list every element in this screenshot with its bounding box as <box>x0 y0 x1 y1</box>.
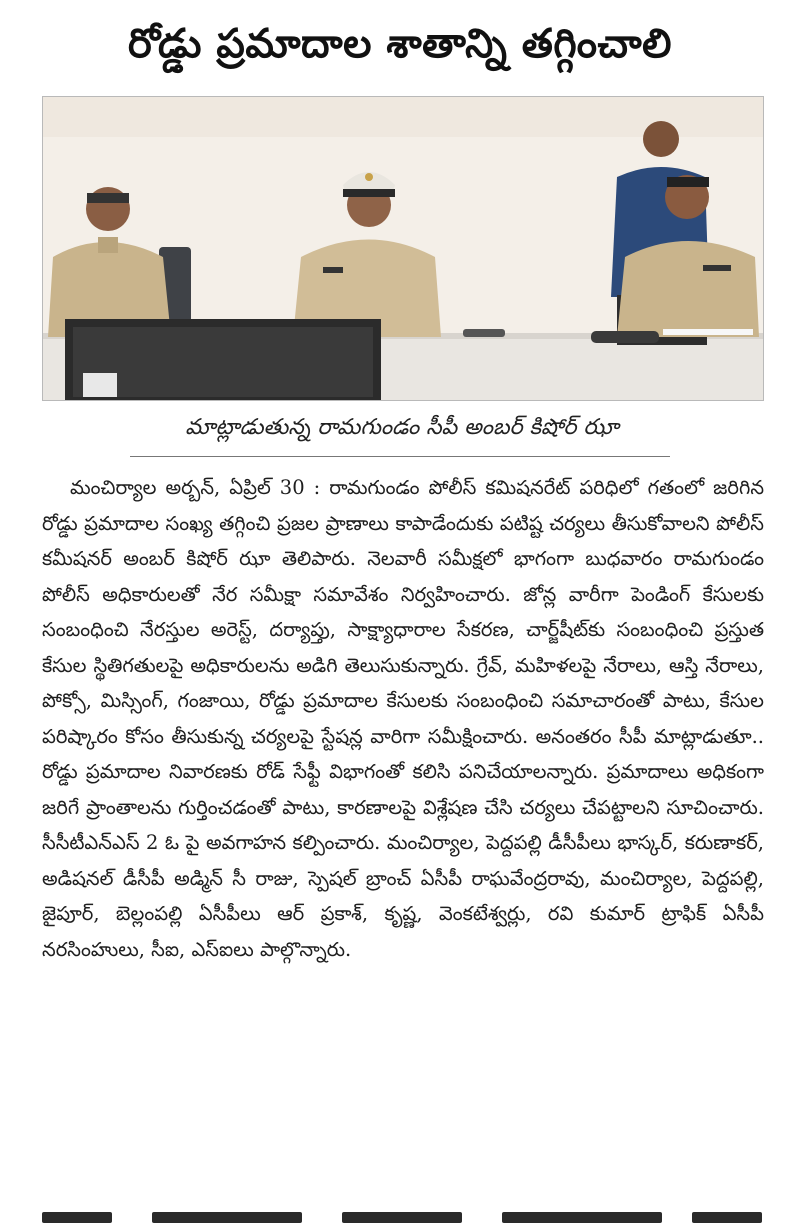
photo-caption: మాట్లాడుతున్న రామగుండం సీపీ అంబర్ కిషోర్ ఝా <box>185 415 619 440</box>
caption-divider <box>130 456 670 457</box>
headline: రోడ్డు ప్రమాదాల శాతాన్ని తగ్గించాలి <box>128 21 672 67</box>
next-article-cutoff <box>42 1206 764 1223</box>
article-dateline: మంచిర్యాల అర్బన్, ఏప్రిల్ 30 : <box>70 476 321 499</box>
news-photo <box>42 96 764 401</box>
article-body <box>42 470 764 967</box>
article-text: రామగుండం పోలీస్ కమిషనరేట్ పరిధిలో గతంలో జరిగిన రోడ్డు ప్రమాదాల సంఖ్య తగ్గించి ప్రజల ప్రాణాలు కాపాడేందుకు పటిష్ట చర్యలు తీసుకోవాలని పోలీస్ కమీషనర్ అంబర్ కిషోర్ ఝా తెలిపారు. నెలవారీ సమీక్షలో భాగంగా బుధవారం రామగుండం పోలీస్ అధికారులతో నేర సమీక్షా సమావేశం నిర్వహించారు. జోన్ల వారీగా పెండింగ్ కేసులకు సంబంధించి నేరస్తుల అరెస్ట్, దర్యాప్తు, సాక్ష్యాధారాల సేకరణ, చార్జ్‌షీట్‌కు సంబంధించి ప్రస్తుత కేసుల స్థితిగతులపై అధికారులను అడిగి తెలుసుకున్నారు. గ్రేవ్, మహిళలపై నేరాలు, ఆస్తి నేరాలు, పోక్సో, మిస్సింగ్, గంజాయి, రోడ్డు ప్రమాదాల కేసులకు సంబంధించి సమాచారంతో పాటు, కేసుల పరిష్కారం కోసం తీసుకున్న చర్యలపై స్టేషన్ల వారిగా సమీక్షించారు. అనంతరం సీపీ మాట్లాడుతూ.. రోడ్డు ప్రమాదాల నివారణకు రోడ్ సేఫ్టీ విభాగంతో కలిసి పనిచేయాలన్నారు. ప్రమాదాలు అధికంగా జరిగే ప్రాంతాలను గుర్తించడంతో పాటు, కారణాలపై విశ్లేషణ చేసి చర్యలు చేపట్టాలని సూచించారు. సీసీటీఎన్ఎస్ 2 ఓ పై అవగాహన కల్పించారు. మంచిర్యాల, పెద్దపల్లి డీసీపీలు భాస్కర్, కరుణాకర్, అడిషనల్ డీసీపీ అడ్మిన్ సీ రాజు, స్పెషల్ బ్రాంచ్ ఏసీపీ రాఘవేంద్రరావు, మంచిర్యాల, పెద్దపల్లి, జైపూర్, బెల్లంపల్లి ఏసీపీలు ఆర్ ప్రకాశ్, కృష్ణ, వెంకటేశ్వర్లు, రవి కుమార్ ట్రాఫిక్ ఏసీపీ నరసింహులు, సీఐ, ఎస్ఐలు పాల్గొన్నారు. <box>42 476 765 961</box>
police-officers-meeting-illustration <box>43 97 763 400</box>
